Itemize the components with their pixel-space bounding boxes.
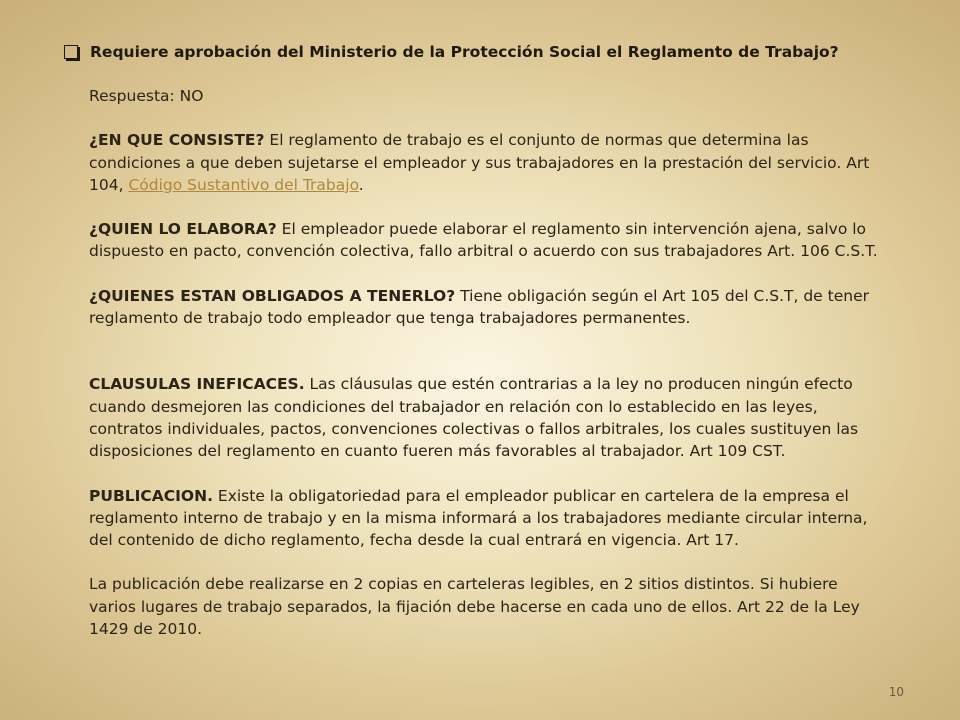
consiste-label: ¿EN QUE CONSISTE? (89, 131, 265, 150)
publicacion-paragraph (89, 485, 889, 552)
heading-row (64, 41, 839, 63)
elabora-paragraph (89, 218, 889, 263)
obligados-label: ¿QUIENES ESTAN OBLIGADOS A TENERLO? (89, 286, 456, 305)
clausulas-label: CLAUSULAS INEFICACES. (89, 375, 305, 394)
obligados-paragraph (89, 285, 889, 330)
codigo-sustantivo-link[interactable]: Código Sustantivo del Trabajo (128, 175, 359, 194)
consiste-paragraph (89, 129, 889, 196)
consiste-text: El reglamento de trabajo es el conjunto de normas que determina las condiciones a que deben sujetarse el empleador y sus trabajadores en la prestación del servicio. Art 104, (89, 131, 870, 194)
checkbox-bullet-icon (64, 45, 78, 59)
clausulas-text: Las cláusulas que estén contrarias a la ley no producen ningún efecto cuando desmejoren las condiciones del trabajador en relación con lo establecido en las leyes, contratos individuales, pactos, convenciones colectivas o fallos arbitrales, los cuales sustituyen las disposiciones del reglamento en cuanto fueren más favorables al trabajador. Art 109 CST. (89, 375, 859, 461)
clausulas-paragraph (89, 373, 889, 462)
elabora-text: El empleador puede elaborar el reglamento sin intervención ajena, salvo lo dispuesto en pacto, convención colectiva, fallo arbitral o acuerdo con sus trabajadores Art. 106 C.S.T. (89, 220, 878, 261)
consiste-end: . (358, 175, 364, 194)
page-number: 10 (888, 685, 904, 699)
publicacion-label: PUBLICACION. (89, 486, 213, 505)
slide-content (89, 85, 889, 640)
publicacion-detalle-paragraph: La publicación debe realizarse en 2 copias en carteleras legibles, en 2 sitios distintos. Si hubiere varios lugares de trabajo separados, la fijación debe hacerse en cada uno de ellos. Art 22 de la Ley 1429 de 2010. (89, 575, 860, 639)
answer-text: Respuesta: NO (89, 87, 204, 105)
publicacion-text: Existe la obligatoriedad para el empleador publicar en cartelera de la empresa el reglamento interno de trabajo y en la misma informará a los trabajadores mediante circular interna, del contenido de dicho reglamento, fecha desde la cual entrará en vigencia. Art 17. (89, 486, 868, 550)
slide-heading: Requiere aprobación del Ministerio de la Protección Social el Reglamento de Trabajo? (90, 43, 839, 61)
obligados-text: Tiene obligación según el Art 105 del C.S.T, de tener reglamento de trabajo todo empleador que tenga trabajadores permanentes. (89, 286, 869, 328)
elabora-label: ¿QUIEN LO ELABORA? (89, 220, 277, 239)
